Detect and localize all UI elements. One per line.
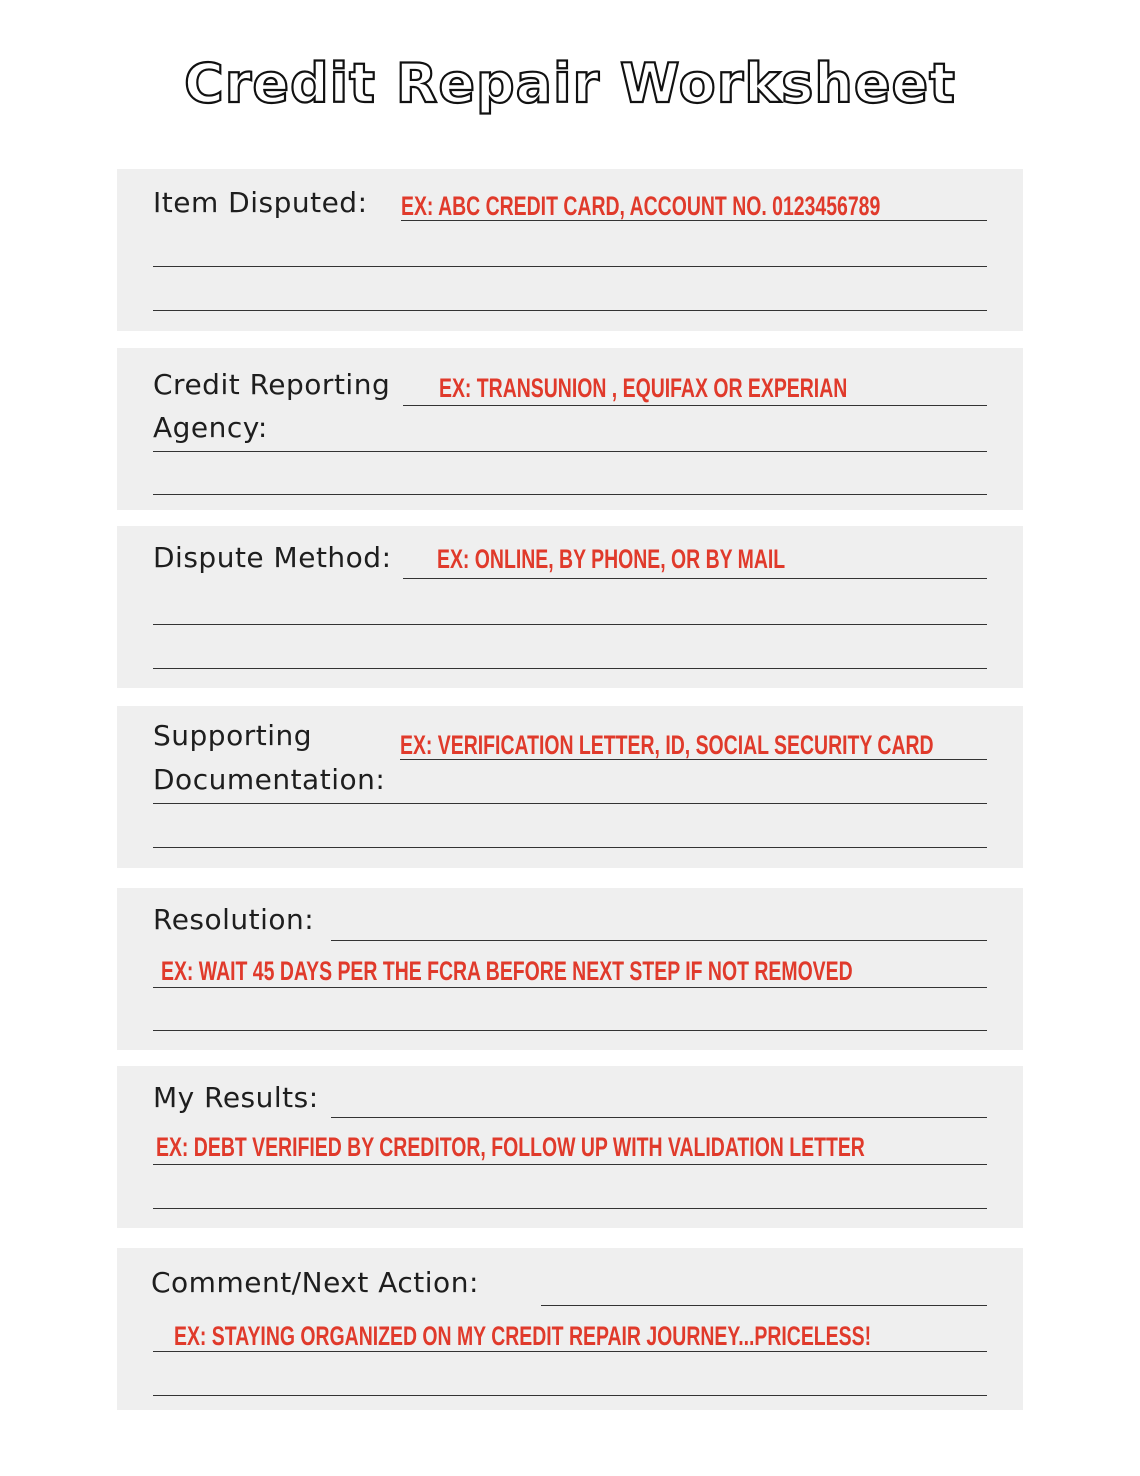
resolution-line-3[interactable] bbox=[153, 1030, 987, 1031]
credit-reporting-example: EX: TRANSUNION , EQUIFAX OR EXPERIAN bbox=[439, 373, 848, 403]
comment-line-2[interactable] bbox=[153, 1351, 987, 1352]
resolution-line-1[interactable] bbox=[331, 940, 987, 941]
my-results-label: My Results: bbox=[153, 1081, 319, 1114]
supporting-label-line-2: Documentation: bbox=[153, 763, 386, 796]
comment-example: EX: STAYING ORGANIZED ON MY CREDIT REPAIR JOURNEY...PRICELESS! bbox=[174, 1321, 872, 1351]
supporting-example: EX: VERIFICATION LETTER, ID, SOCIAL SECURITY CARD bbox=[400, 730, 934, 760]
worksheet-title: Credit Repair Worksheet bbox=[184, 52, 956, 115]
dispute-method-line-1[interactable] bbox=[403, 578, 987, 579]
my-results-line-2[interactable] bbox=[153, 1164, 987, 1165]
credit-reporting-label-line-2: Agency: bbox=[153, 411, 268, 444]
dispute-method-example: EX: ONLINE, BY PHONE, OR BY MAIL bbox=[437, 544, 786, 574]
dispute-method-line-2[interactable] bbox=[153, 624, 987, 625]
section-supporting-documentation bbox=[117, 706, 1023, 868]
item-disputed-label: Item Disputed: bbox=[153, 186, 368, 219]
dispute-method-label: Dispute Method: bbox=[153, 541, 392, 574]
comment-next-action-label: Comment/Next Action: bbox=[151, 1266, 479, 1299]
my-results-example: EX: DEBT VERIFIED BY CREDITOR, FOLLOW UP WITH VALIDATION LETTER bbox=[156, 1132, 865, 1162]
supporting-line-1[interactable] bbox=[400, 759, 987, 760]
credit-reporting-line-2[interactable] bbox=[153, 451, 987, 452]
section-resolution bbox=[117, 888, 1023, 1050]
my-results-line-1[interactable] bbox=[331, 1117, 987, 1118]
section-dispute-method bbox=[117, 526, 1023, 688]
section-item-disputed bbox=[117, 169, 1023, 331]
resolution-line-2[interactable] bbox=[153, 987, 987, 988]
comment-line-1[interactable] bbox=[541, 1305, 987, 1306]
credit-reporting-line-3[interactable] bbox=[153, 494, 987, 495]
supporting-line-3[interactable] bbox=[153, 847, 987, 848]
credit-reporting-line-1[interactable] bbox=[403, 405, 987, 406]
item-disputed-line-3[interactable] bbox=[153, 310, 987, 311]
resolution-label: Resolution: bbox=[153, 903, 315, 936]
item-disputed-example: EX: ABC CREDIT CARD, ACCOUNT NO. 0123456789 bbox=[401, 191, 881, 221]
item-disputed-line-2[interactable] bbox=[153, 266, 987, 267]
my-results-line-3[interactable] bbox=[153, 1208, 987, 1209]
comment-line-3[interactable] bbox=[153, 1395, 987, 1396]
credit-reporting-label-line-1: Credit Reporting bbox=[153, 368, 391, 401]
item-disputed-line-1[interactable] bbox=[401, 220, 987, 221]
supporting-label-line-1: Supporting bbox=[153, 719, 312, 752]
supporting-line-2[interactable] bbox=[153, 803, 987, 804]
section-comment-next-action bbox=[117, 1248, 1023, 1410]
section-credit-reporting-agency bbox=[117, 348, 1023, 510]
section-my-results bbox=[117, 1066, 1023, 1228]
resolution-example: EX: WAIT 45 DAYS PER THE FCRA BEFORE NEXT STEP IF NOT REMOVED bbox=[161, 956, 853, 986]
dispute-method-line-3[interactable] bbox=[153, 668, 987, 669]
